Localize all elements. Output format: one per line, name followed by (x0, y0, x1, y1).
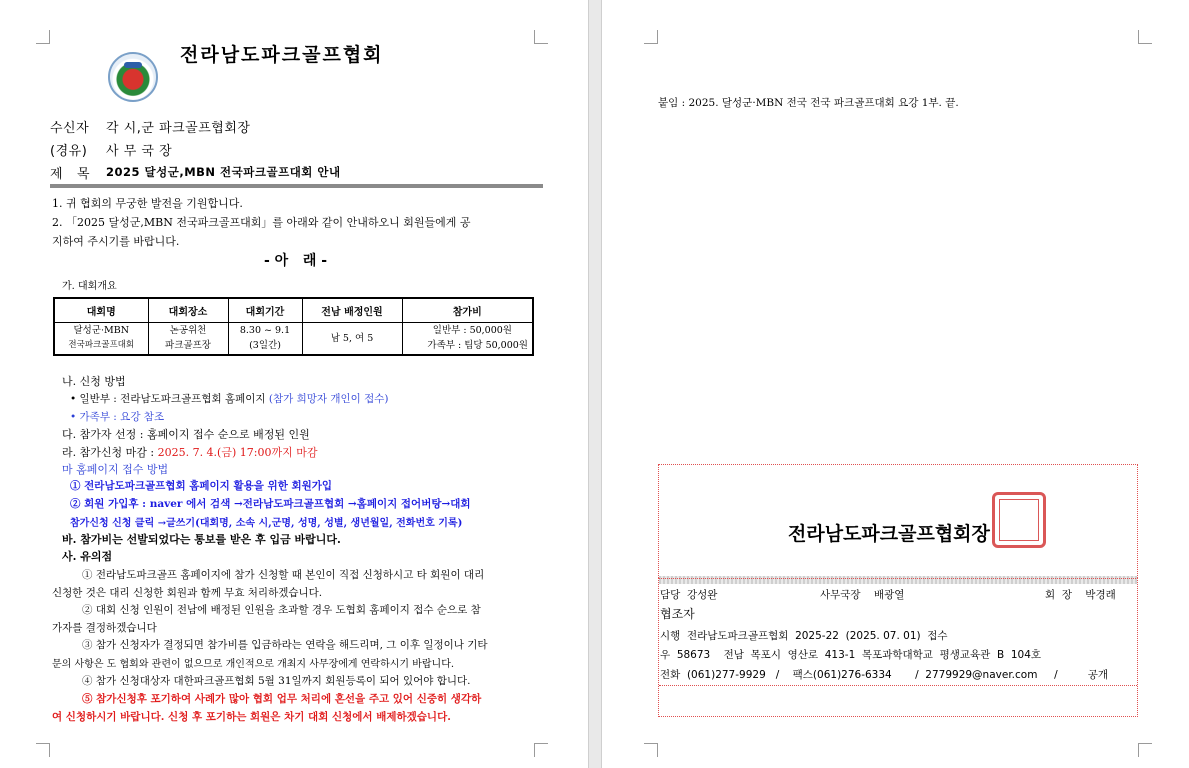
page-gutter (588, 0, 602, 768)
table-cell-quota: 남 5, 여 5 (302, 322, 402, 355)
table-header-row (54, 298, 533, 322)
section-ra (62, 444, 317, 460)
register-step-1: ① 전라남도파크골프협회 홈페이지 활용을 위한 회원가입 (70, 480, 333, 492)
recipient-label: 수신자 (50, 121, 90, 136)
chairman: 회 장 박경래 (1045, 589, 1116, 601)
recipient-value: 각 시,군 파크골프협회장 (106, 121, 251, 136)
event-summary-table (53, 297, 534, 356)
enforcement-line: 시행 전라남도파크골프협회 2025-22 (2025. 07. 01) 접수 (660, 630, 948, 642)
section-da: 다. 참가자 선정 : 홈페이지 접수 순으로 배정된 인원 (62, 428, 310, 441)
notice-3-line1: ③ 참가 신청자가 결정되면 참가비를 입금하라는 연락을 해드리며, 그 이후 일정이나 기타 (82, 639, 488, 651)
table-header: 대회명 (54, 298, 148, 322)
signup-family: • 가족부 : 요강 참조 (70, 411, 165, 423)
section-ga: 가. 대회개요 (62, 281, 117, 292)
signer-title: 전라남도파크골프협회장 (788, 523, 990, 545)
secretary-general: 사무국장 배광열 (820, 589, 905, 601)
cooperator-label: 협조자 (660, 607, 695, 621)
via-value: 사 무 국 장 (106, 144, 173, 159)
page-corner-mark (644, 30, 658, 44)
register-step-2-line2: 참가신청 신청 클릭 →글쓰기(대회명, 소속 시,군명, 성명, 성별, 생년월일, 전화번호 기록) (70, 518, 463, 529)
official-seal-icon (992, 492, 1046, 548)
notice-5-line2: 여 신청하시기 바랍니다. 신청 후 포기하는 회원은 차기 대회 신청에서 배제하겠습니다. (52, 711, 451, 723)
deadline-label: 라. 참가신청 마감 : (62, 446, 158, 459)
table-header: 대회기간 (228, 298, 302, 322)
page-corner-mark (36, 30, 50, 44)
notice-3-line2: 문의 사항은 도 협회와 관련이 없으므로 개인적으로 개최지 사무장에게 연락하시기 바랍니다. (52, 659, 455, 670)
register-step-2-line1: ② 회원 가입후 : naver 에서 검색 →전라남도파크골프협회 →홈페이지 접어버탕→대회 (70, 498, 471, 510)
notice-4: ④ 참가 신청대상자 대한파크골프협회 5월 31일까지 회원등록이 되어 있어야 합니다. (82, 675, 471, 687)
document-page-left (0, 0, 588, 768)
body-paragraph-2-line2: 지하여 주시기를 바랍니다. (52, 235, 180, 248)
section-ma: 마 홈페이지 접수 방법 (62, 463, 169, 476)
notice-1-line2: 신청한 것은 대리 신청한 회원과 함께 무효 처리하겠습니다. (52, 587, 323, 599)
table-row (54, 322, 533, 355)
dotted-divider (659, 685, 1137, 686)
section-ba: 바. 참가비는 선발되었다는 통보를 받은 후 입금 바랍니다. (62, 533, 341, 546)
section-na: 나. 신청 방법 (62, 375, 126, 388)
table-cell-name: 달성군·MBN 전국파크골프대회 (54, 322, 148, 355)
page-corner-mark (534, 30, 548, 44)
deadline-value: 2025. 7. 4.(금) 17:00까지 마감 (157, 446, 318, 459)
table-header: 전남 배정인원 (302, 298, 402, 322)
table-cell-fee: 일반부 : 50,000원 가족부 : 팀당 50,000원 (402, 322, 533, 355)
subject-value: 2025 달성군,MBN 전국파크골프대회 안내 (106, 165, 341, 179)
via-label: (경유) (50, 144, 88, 159)
page-corner-mark (534, 743, 548, 757)
notice-5-line1: ⑤ 참가신청후 포기하여 사례가 많아 협회 업무 처리에 혼선을 주고 있어 신중히 생각하 (82, 693, 482, 705)
page-corner-mark (644, 743, 658, 757)
org-title: 전라남도파크골프협회 (180, 44, 384, 66)
table-cell-place: 논공위천 파크골프장 (148, 322, 228, 355)
association-logo (108, 52, 158, 102)
section-sa: 사. 유의점 (62, 550, 113, 563)
signup-general (70, 391, 389, 406)
address-line: 우 58673 전남 목포시 영산로 413-1 목포과학대학교 평생교육관 B 104호 (660, 649, 1042, 661)
contact-line: 전화 (061)277-9929 / 팩스(061)276-6334 / 2779929@naver.com / 공개 (660, 669, 1108, 681)
below-heading: - 아 래 - (264, 253, 328, 269)
page-corner-mark (1138, 743, 1152, 757)
body-paragraph-1: 1. 귀 협회의 무궁한 발전을 기원합니다. (52, 197, 243, 210)
notice-2-line2: 가자를 결정하겠습니다 (52, 622, 157, 634)
table-cell-period: 8.30 ~ 9.1 (3일간) (228, 322, 302, 355)
subject-label: 제 목 (50, 167, 91, 182)
page-corner-mark (1138, 30, 1152, 44)
attachment-line: 붙임 : 2025. 달성군·MBN 전국 전국 파크골프대회 요강 1부. 끝. (658, 97, 959, 109)
header-divider (50, 184, 543, 188)
page-corner-mark (36, 743, 50, 757)
body-paragraph-2-line1: 2. 「2025 달성군,MBN 전국파크골프대회」를 아래와 같이 안내하오니 회원들에게 공 (52, 216, 471, 229)
table-header: 참가비 (402, 298, 533, 322)
table-header: 대회장소 (148, 298, 228, 322)
staff-in-charge: 담당 강성완 (660, 589, 718, 601)
notice-1-line1: ① 전라남도파크골프 홈페이지에 참가 신청할 때 본인이 직접 신청하시고 타 회원이 대리 (82, 569, 485, 581)
notice-2-line1: ② 대회 신청 인원이 전남에 배정된 인원을 초과할 경우 도협회 홈페이지 접수 순으로 참 (82, 604, 481, 616)
signup-general-note: (참가 희망자 개인이 접수) (268, 393, 389, 405)
signup-general-text: • 일반부 : 전라남도파크골프협회 홈페이지 (70, 393, 269, 405)
